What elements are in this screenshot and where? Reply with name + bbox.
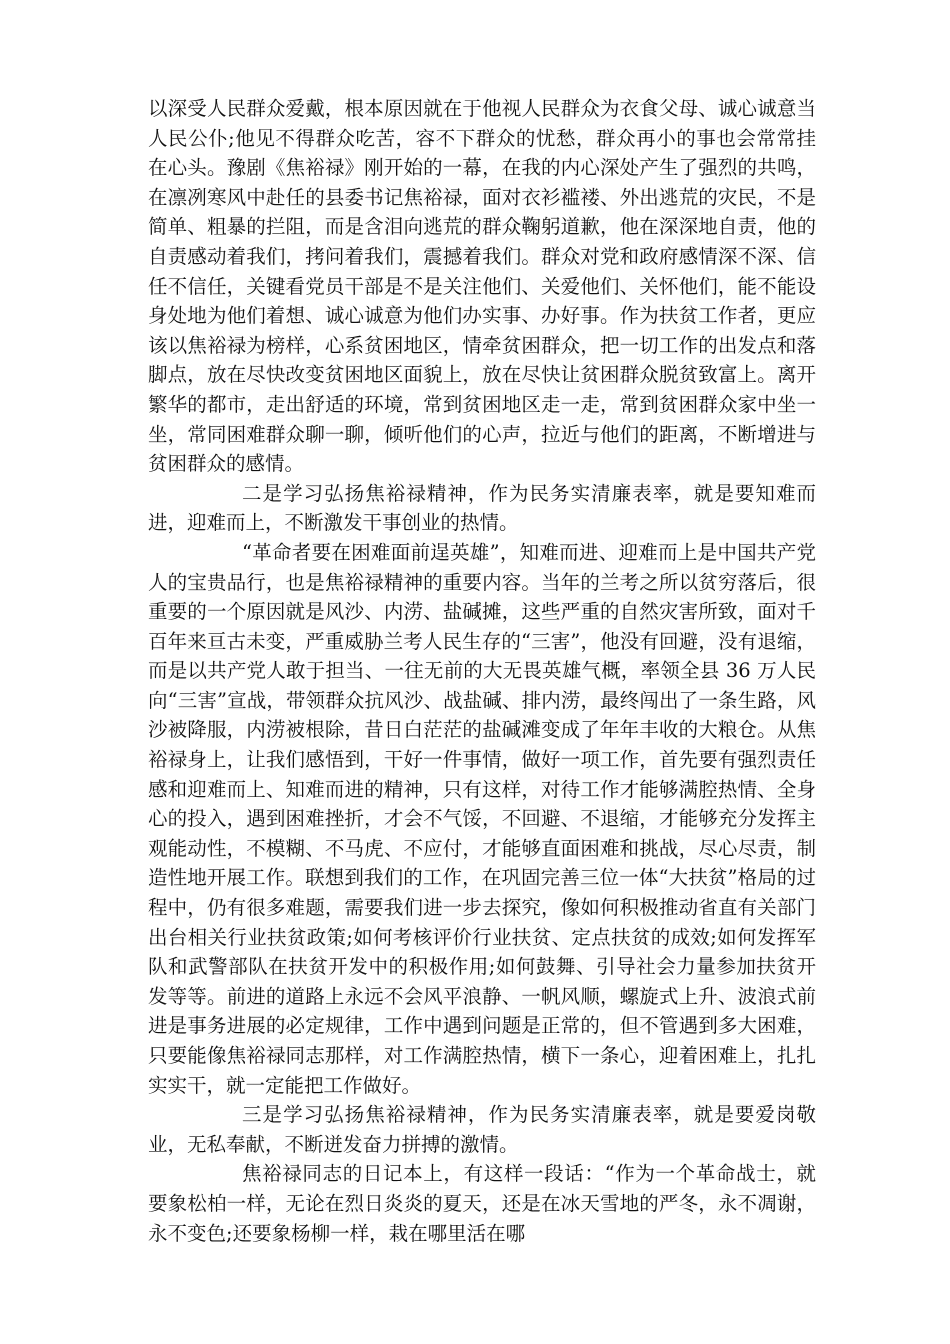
paragraph-1: 以深受人民群众爱戴，根本原因就在于他视人民群众为衣食父母、诚心诚意当人民公仆;他见不得群众吃苦，容不下群众的忧愁，群众再小的事也会常常挂在心头。豫剧《焦裕禄》刚开始的一幕，在我的内心深处产生了强烈的共鸣，在凛冽寒风中赴任的县委书记焦裕禄，面对衣衫褴褛、外出逃荒的灾民，不是简单、粗暴的拦阻，而是含泪向逃荒的群众鞠躬道歉，他在深深地自责，他的自责感动着我们，拷问着我们，震撼着我们。群众对党和政府感情深不深、信任不信任，关键看党员干部是不是关注他们、关爱他们、关怀他们，能不能设身处地为他们着想、诚心诚意为他们办实事、办好事。作为扶贫工作者，更应该以焦裕禄为榜样，心系贫困地区，情牵贫困群众，把一切工作的出发点和落脚点，放在尽快改变贫困地区面貌上，放在尽快让贫困群众脱贫致富上。离开繁华的都市，走出舒适的环境，常到贫困地区走一走，常到贫困群众家中坐一坐，常同困难群众聊一聊，倾听他们的心声，拉近与他们的距离，不断增进与贫困群众的感情。 [148,97,816,476]
document-body [148,94,816,1248]
paragraph-2: 二是学习弘扬焦裕禄精神，作为民务实清廉表率，就是要知难而进，迎难而上，不断激发干事创业的热情。 [148,481,816,535]
paragraph-5: 焦裕禄同志的日记本上，有这样一段话：“作为一个革命战士，就要象松柏一样，无论在烈日炎炎的夏天，还是在冰天雪地的严冬，永不凋谢，永不变色;还要象杨柳一样，栽在哪里活在哪 [148,1162,816,1245]
paragraph-3: “革命者要在困难面前逞英雄”，知难而进、迎难而上是中国共产党人的宝贵品行，也是焦裕禄精神的重要内容。当年的兰考之所以贫穷落后，很重要的一个原因就是风沙、内涝、盐碱摊，这些严重的自然灾害所致，面对千百年来亘古未变，严重威胁兰考人民生存的“三害”，他没有回避，没有退缩，而是以共产党人敢于担当、一往无前的大无畏英雄气概，率领全县 36 万人民向“三害”宣战，带领群众抗风沙、战盐碱、排内涝，最终闯出了一条生路，风沙被降服，内涝被根除，昔日白茫茫的盐碱滩变成了年年丰收的大粮仓。从焦裕禄身上，让我们感悟到，干好一件事情，做好一项工作，首先要有强烈责任感和迎难而上、知难而进的精神，只有这样，对待工作才能够满腔热情、全身心的投入，遇到困难挫折，才会不气馁，不回避、不退缩，才能够充分发挥主观能动性，不模糊、不马虎、不应付，才能够直面困难和挑战，尽心尽责，制造性地开展工作。联想到我们的工作，在巩固完善三位一体“大扶贫”格局的过程中，仍有很多难题，需要我们进一步去探究，像如何积极推动省直有关部门出台相关行业扶贫政策;如何考核评价行业扶贫、定点扶贫的成效;如何发挥军队和武警部队在扶贫开发中的积极作用;如何鼓舞、引导社会力量参加扶贫开发等等。前进的道路上永远不会风平浪静、一帆风顺，螺旋式上升、波浪式前进是事务进展的必定规律，工作中遇到问题是正常的，但不管遇到多大困难，只要能像焦裕禄同志那样，对工作满腔热情，横下一条心，迎着困难上，扎扎实实干，就一定能把工作做好。 [148,540,816,1097]
paragraph-4: 三是学习弘扬焦裕禄精神，作为民务实清廉表率，就是要爱岗敬业，无私奉献，不断迸发奋力拼搏的激情。 [148,1103,816,1156]
